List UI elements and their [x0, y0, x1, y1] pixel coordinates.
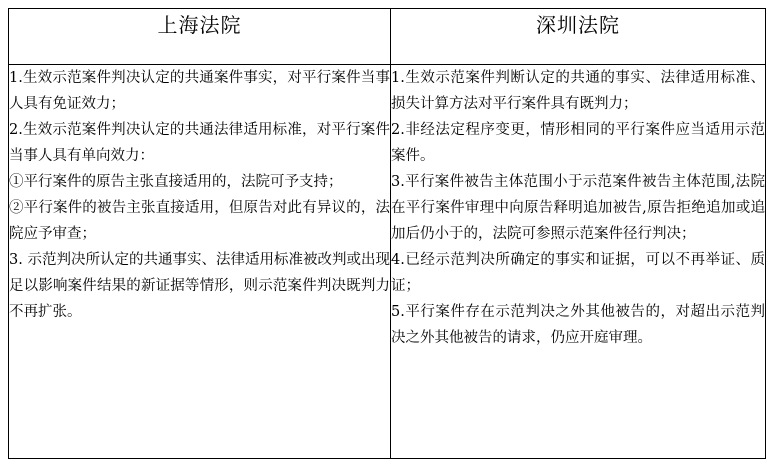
rule-item: 3.平行案件被告主体范围小于示范案件被告主体范围,法院在平行案件审理中向原告释明追加被告,原告拒绝追加或追加后仍小于的，法院可参照示范案件径行判决； [391, 174, 765, 242]
rule-item: 2.非经法定程序变更，情形相同的平行案件应当适用示范案件。 [391, 122, 765, 164]
rule-item: 2.生效示范案件判决认定的共通法律适用标准，对平行案件当事人具有单向效力： [9, 122, 390, 164]
rule-item: ②平行案件的被告主张直接适用，但原告对此有异议的，法院应予审查； [9, 200, 390, 242]
content-row [9, 65, 766, 459]
header-row [9, 9, 766, 65]
comparison-table [8, 8, 766, 459]
shanghai-court-header: 上海法院 [9, 9, 391, 65]
rule-item: 1.生效示范案件判断认定的共通的事实、法律适用标准、损失计算方法对平行案件具有既判力； [391, 70, 765, 112]
rule-item: 3. 示范判决所认定的共通事实、法律适用标准被改判或出现足以影响案件结果的新证据等情形，则示范案件判决既判力不再扩张。 [9, 252, 390, 320]
rule-item: 1.生效示范案件判决认定的共通案件事实，对平行案件当事人具有免证效力； [9, 70, 390, 112]
rule-item: 4.已经示范判决所确定的事实和证据，可以不再举证、质证； [391, 252, 765, 294]
rule-item: ①平行案件的原告主张直接适用的，法院可予支持； [9, 174, 343, 190]
shanghai-court-rules [9, 65, 391, 459]
rule-item: 5.平行案件存在示范判决之外其他被告的，对超出示范判决之外其他被告的请求，仍应开庭审理。 [391, 304, 765, 346]
shenzhen-court-rules [391, 65, 766, 459]
shenzhen-court-header: 深圳法院 [391, 9, 766, 65]
